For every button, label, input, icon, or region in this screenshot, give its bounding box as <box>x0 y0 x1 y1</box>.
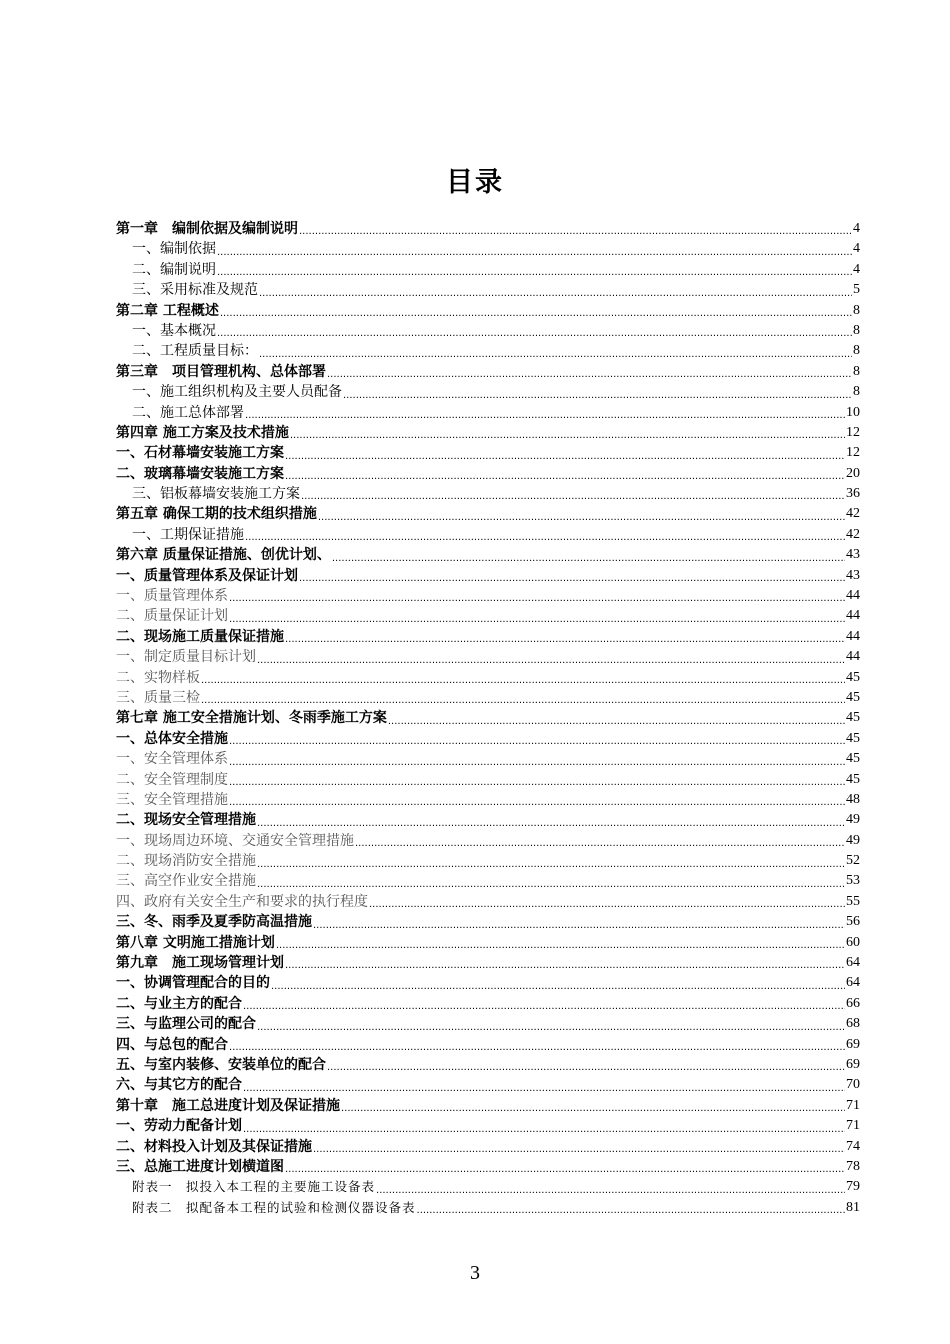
toc-entry[interactable] <box>116 872 860 892</box>
toc-entry-label: 二、施工总体部署 <box>132 404 244 421</box>
toc-entry-page: 64 <box>846 975 860 991</box>
dot-leader <box>217 321 852 341</box>
toc-entry-label: 第九章 施工现场管理计划 <box>116 955 284 972</box>
dot-leader <box>376 1177 845 1197</box>
dot-leader <box>243 1116 845 1136</box>
toc-entry[interactable] <box>116 749 860 769</box>
toc-entry-page: 8 <box>853 384 860 400</box>
toc-entry[interactable] <box>116 484 860 504</box>
toc-entry[interactable] <box>116 239 860 259</box>
dot-leader <box>229 1035 845 1055</box>
toc-entry-label: 第七章 施工安全措施计划、冬雨季施工方案 <box>116 710 387 727</box>
dot-leader <box>217 239 852 259</box>
toc-entry[interactable] <box>116 525 860 545</box>
toc-entry-page: 45 <box>846 771 860 787</box>
toc-entry-page: 45 <box>846 751 860 767</box>
toc-entry[interactable] <box>116 1157 860 1177</box>
toc-entry-label: 四、政府有关安全生产和要求的执行程度 <box>116 893 368 910</box>
toc-entry-label: 二、实物样板 <box>116 669 200 686</box>
toc-entry[interactable] <box>116 301 860 321</box>
toc-entry-label: 一、协调管理配合的目的 <box>116 975 270 992</box>
toc-entry-page: 55 <box>846 893 860 909</box>
toc-entry[interactable] <box>116 933 860 953</box>
toc-entry-label: 二、现场消防安全措施 <box>116 853 256 870</box>
toc-entry[interactable] <box>116 586 860 606</box>
toc-entry-label: 三、与监理公司的配合 <box>116 1016 256 1033</box>
toc-entry-page: 42 <box>846 506 860 522</box>
toc-entry-page: 10 <box>846 404 860 420</box>
toc-entry-page: 4 <box>853 241 860 257</box>
toc-entry-page: 45 <box>846 689 860 705</box>
dot-leader <box>299 219 852 239</box>
toc-entry-page: 48 <box>846 791 860 807</box>
dot-leader <box>229 606 845 626</box>
toc-entry-label: 一、施工组织机构及主要人员配备 <box>132 384 342 401</box>
dot-leader <box>229 586 845 606</box>
toc-entry-page: 60 <box>846 934 860 950</box>
toc-entry-label: 一、现场周边环境、交通安全管理措施 <box>116 832 354 849</box>
dot-leader <box>276 933 845 953</box>
toc-entry-page: 52 <box>846 853 860 869</box>
toc-entry-page: 8 <box>853 302 860 318</box>
toc-entry-label: 三、安全管理措施 <box>116 791 228 808</box>
toc-entry[interactable] <box>116 810 860 830</box>
dot-leader <box>201 688 845 708</box>
toc-entry-page: 5 <box>853 282 860 298</box>
dot-leader <box>229 770 845 790</box>
toc-entry[interactable] <box>116 1014 860 1034</box>
dot-leader <box>257 872 845 892</box>
toc-entry-page: 12 <box>846 445 860 461</box>
toc-entry-label: 一、基本概况 <box>132 322 216 339</box>
dot-leader <box>417 1198 845 1218</box>
toc-entry-label: 二、编制说明 <box>132 261 216 278</box>
toc-entry-label: 二、玻璃幕墙安装施工方案 <box>116 465 284 482</box>
toc-entry-page: 44 <box>846 608 860 624</box>
toc-entry-label: 二、与业主方的配合 <box>116 995 242 1012</box>
toc-entry-label: 一、劳动力配备计划 <box>116 1118 242 1135</box>
toc-entry[interactable] <box>116 1075 860 1095</box>
dot-leader <box>217 260 852 280</box>
dot-leader <box>313 912 845 932</box>
toc-entry-label: 三、质量三检 <box>116 689 200 706</box>
toc-entry-page: 8 <box>853 343 860 359</box>
toc-entry-label: 一、总体安全措施 <box>116 730 228 747</box>
toc-entry[interactable] <box>116 994 860 1014</box>
toc-entry-label: 第三章 项目管理机构、总体部署 <box>116 363 326 380</box>
dot-leader <box>343 382 852 402</box>
dot-leader <box>257 851 845 871</box>
toc-entry-page: 69 <box>846 1057 860 1072</box>
toc-entry-label: 五、与室内装修、安装单位的配合 <box>116 1057 326 1073</box>
toc-entry-page: 4 <box>853 220 860 236</box>
toc-entry-label: 六、与其它方的配合 <box>116 1077 242 1094</box>
toc-entry-label: 三、高空作业安全措施 <box>116 873 256 890</box>
toc-entry-page: 20 <box>846 465 860 481</box>
dot-leader <box>327 362 852 382</box>
toc-entry[interactable] <box>116 851 860 871</box>
toc-entry-label: 一、质量管理体系 <box>116 588 228 605</box>
toc-entry-label: 二、现场施工质量保证措施 <box>116 628 284 645</box>
toc-entry[interactable] <box>116 1116 860 1136</box>
toc-entry[interactable] <box>116 219 860 239</box>
toc-entry-page: 68 <box>846 1016 860 1032</box>
toc-entry[interactable] <box>116 403 860 423</box>
toc-entry[interactable] <box>116 708 860 728</box>
toc-entry-label: 附表一 拟投入本工程的主要施工设备表 <box>132 1179 376 1195</box>
toc-entry[interactable] <box>116 688 860 708</box>
toc-entry-page: 45 <box>846 669 860 685</box>
toc-entry[interactable] <box>116 566 860 586</box>
toc-entry-label: 二、工程质量目标： <box>132 343 258 360</box>
dot-leader <box>327 1055 845 1075</box>
dot-leader <box>318 504 845 524</box>
toc-entry[interactable] <box>116 1177 860 1197</box>
dot-leader <box>271 973 845 993</box>
dot-leader <box>299 566 845 586</box>
toc-entry[interactable] <box>116 382 860 402</box>
dot-leader <box>285 627 845 647</box>
toc-entry[interactable] <box>116 260 860 280</box>
dot-leader <box>220 301 852 321</box>
toc-entry[interactable] <box>116 1198 860 1218</box>
dot-leader <box>257 647 845 667</box>
toc-entry-page: 12 <box>846 424 860 440</box>
toc-entry-page: 43 <box>846 547 860 563</box>
toc-entry-label: 一、工期保证措施 <box>132 526 244 543</box>
toc-entry-label: 二、质量保证计划 <box>116 608 228 625</box>
dot-leader <box>369 892 845 912</box>
toc-entry-page: 44 <box>846 588 860 604</box>
toc-entry[interactable] <box>116 892 860 912</box>
dot-leader <box>301 484 845 504</box>
toc-entry-label: 二、材料投入计划及其保证措施 <box>116 1138 312 1155</box>
toc-entry-page: 45 <box>846 730 860 746</box>
toc-entry-label: 三、总施工进度计划横道图 <box>116 1158 284 1175</box>
toc-entry[interactable] <box>116 831 860 851</box>
dot-leader <box>229 729 845 749</box>
toc-entry-label: 第二章 工程概述 <box>116 302 219 319</box>
toc-entry[interactable] <box>116 668 860 688</box>
dot-leader <box>285 953 845 973</box>
toc-entry[interactable] <box>116 912 860 932</box>
toc-entry-page: 66 <box>846 995 860 1011</box>
toc-entry-page: 42 <box>846 526 860 542</box>
toc-entry[interactable] <box>116 953 860 973</box>
dot-leader <box>245 525 845 545</box>
toc-entry-label: 一、石材幕墙安装施工方案 <box>116 445 284 462</box>
toc-entry-page: 44 <box>846 649 860 665</box>
toc-entry-page: 78 <box>846 1158 860 1174</box>
dot-leader <box>201 668 845 688</box>
dot-leader <box>257 1014 845 1034</box>
toc-entry-page: 36 <box>846 486 860 502</box>
toc-entry[interactable] <box>116 770 860 790</box>
toc-entry-label: 附表二 拟配备本工程的试验和检测仪器设备表 <box>132 1199 416 1215</box>
toc-entry-page: 74 <box>846 1138 860 1154</box>
toc-entry-page: 71 <box>846 1118 860 1134</box>
toc-entry[interactable] <box>116 1137 860 1157</box>
dot-leader <box>245 403 845 423</box>
toc-entry[interactable] <box>116 1035 860 1055</box>
toc-entry-page: 49 <box>846 832 860 848</box>
toc-entry-label: 第一章 编制依据及编制说明 <box>116 220 298 237</box>
dot-leader <box>355 831 845 851</box>
toc-entry[interactable] <box>116 1096 860 1116</box>
page-number: 3 <box>470 1262 480 1284</box>
toc-entry-label: 一、制定质量目标计划 <box>116 649 256 666</box>
dot-leader <box>229 749 845 769</box>
toc-entry-page: 53 <box>846 873 860 889</box>
toc-entry[interactable] <box>116 504 860 524</box>
toc-entry-label: 第五章 确保工期的技术组织措施 <box>116 506 317 523</box>
toc-entry-page: 56 <box>846 914 860 930</box>
toc-entry[interactable] <box>116 790 860 810</box>
dot-leader <box>290 423 845 443</box>
toc-entry-page: 70 <box>846 1077 860 1093</box>
toc-entry-label: 四、与总包的配合 <box>116 1036 228 1053</box>
toc-entry[interactable] <box>116 443 860 463</box>
toc-entry-page: 79 <box>846 1179 860 1195</box>
toc-entry-label: 二、现场安全管理措施 <box>116 812 256 829</box>
toc-entry-label: 一、质量管理体系及保证计划 <box>116 567 298 584</box>
toc-title: 目录 <box>446 167 504 198</box>
toc-entry[interactable] <box>116 647 860 667</box>
dot-leader <box>243 1075 845 1095</box>
dot-leader <box>229 790 845 810</box>
toc-entry-label: 第四章 施工方案及技术措施 <box>116 424 289 441</box>
toc-entry-label: 三、冬、雨季及夏季防高温措施 <box>116 914 312 931</box>
toc-list <box>116 219 860 1218</box>
dot-leader <box>243 994 845 1014</box>
dot-leader <box>257 810 845 830</box>
toc-entry-page: 45 <box>846 710 860 726</box>
toc-entry-label: 三、铝板幕墙安装施工方案 <box>132 486 300 503</box>
dot-leader <box>259 341 852 361</box>
toc-entry-page: 8 <box>853 363 860 379</box>
toc-entry-page: 43 <box>846 567 860 583</box>
toc-entry-label: 第八章 文明施工措施计划 <box>116 934 275 951</box>
toc-entry-page: 49 <box>846 812 860 828</box>
dot-leader <box>388 708 845 728</box>
toc-entry[interactable] <box>116 973 860 993</box>
dot-leader <box>341 1096 845 1116</box>
toc-entry-label: 三、采用标准及规范 <box>132 282 258 299</box>
toc-entry[interactable] <box>116 627 860 647</box>
dot-leader <box>285 1157 845 1177</box>
dot-leader <box>285 464 845 484</box>
toc-entry-label: 一、安全管理体系 <box>116 751 228 768</box>
toc-entry-label: 第十章 施工总进度计划及保证措施 <box>116 1097 340 1114</box>
toc-entry[interactable] <box>116 341 860 361</box>
dot-leader <box>259 280 852 300</box>
toc-entry-label: 二、安全管理制度 <box>116 771 228 788</box>
toc-entry[interactable] <box>116 362 860 382</box>
toc-entry[interactable] <box>116 321 860 341</box>
toc-entry[interactable] <box>116 545 860 565</box>
toc-entry-page: 81 <box>846 1199 860 1215</box>
dot-leader <box>313 1137 845 1157</box>
toc-entry-page: 64 <box>846 955 860 971</box>
toc-entry[interactable] <box>116 423 860 443</box>
dot-leader <box>332 545 845 565</box>
toc-entry[interactable] <box>116 1055 860 1075</box>
toc-entry-page: 44 <box>846 628 860 644</box>
toc-entry-page: 8 <box>853 322 860 338</box>
toc-entry-page: 4 <box>853 261 860 277</box>
toc-entry-page: 71 <box>846 1097 860 1113</box>
toc-entry-page: 69 <box>846 1036 860 1052</box>
toc-entry-label: 一、编制依据 <box>132 241 216 258</box>
toc-entry-label: 第六章 质量保证措施、创优计划、 <box>116 547 331 564</box>
toc-entry[interactable] <box>116 280 860 300</box>
toc-entry[interactable] <box>116 729 860 749</box>
dot-leader <box>285 443 845 463</box>
toc-entry[interactable] <box>116 464 860 484</box>
toc-entry[interactable] <box>116 606 860 626</box>
